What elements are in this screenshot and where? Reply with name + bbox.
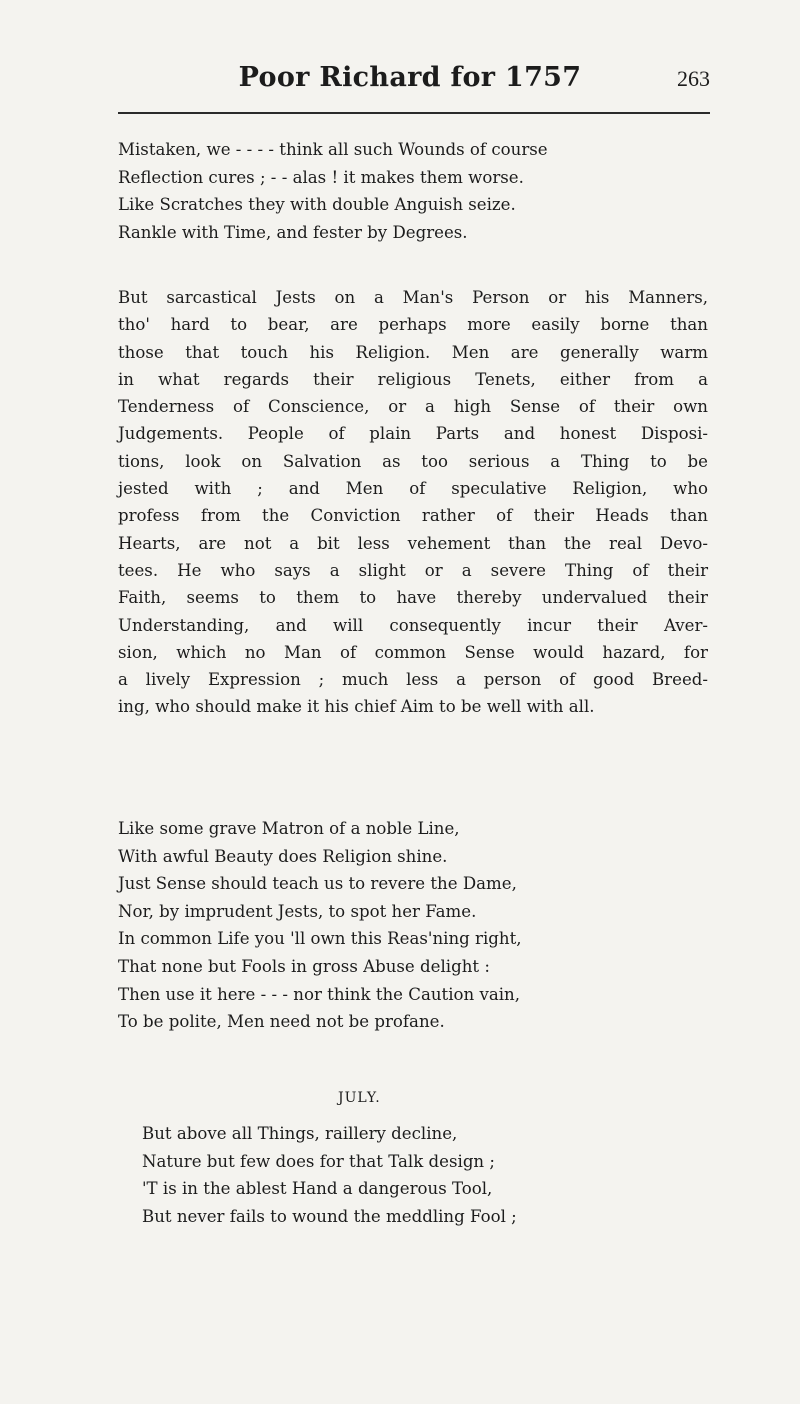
prose-line: Judgements. People of plain Parts and honest Disposi-	[118, 424, 708, 444]
prose-line: Tenderness of Conscience, or a high Sense of their own	[118, 397, 708, 417]
verse-line: Then use it here - - - nor think the Caution vain,	[118, 984, 521, 1004]
verse-line: In common Life you 'll own this Reas'ning right,	[118, 929, 522, 949]
verse-line: But above all Things, raillery decline,	[142, 1124, 458, 1143]
prose-paragraph	[118, 284, 708, 721]
verse-stanza-3	[142, 1120, 732, 1230]
verse-line: But never fails to wound the meddling Fool ;	[142, 1206, 517, 1226]
verse-line: Reflection cures ; - - alas ! it makes them worse.	[118, 167, 524, 187]
verse-line: That none but Fools in gross Abuse delight :	[118, 956, 490, 976]
page-number: 263	[677, 66, 710, 91]
verse-stanza-2	[118, 815, 708, 1036]
prose-line: Understanding, and will consequently incur their Aver-	[118, 615, 708, 635]
prose-line: tho' hard to bear, are perhaps more easily borne than	[118, 315, 708, 335]
verse-stanza-1	[118, 136, 708, 246]
prose-line: in what regards their religious Tenets, either from a	[118, 369, 708, 389]
verse-line: 'T is in the ablest Hand a dangerous Tool,	[142, 1179, 493, 1199]
prose-line: ing, who should make it his chief Aim to be well with all.	[118, 697, 595, 717]
header-rule	[118, 112, 710, 114]
prose-line: But sarcastical Jests on a Man's Person or his Manners,	[118, 288, 708, 307]
prose-line: tees. He who says a slight or a severe Thing of their	[118, 560, 708, 580]
verse-line: With awful Beauty does Religion shine.	[118, 846, 448, 866]
prose-line: Hearts, are not a bit less vehement than the real Devo-	[118, 533, 708, 553]
prose-line: jested with ; and Men of speculative Religion, who	[118, 479, 708, 499]
verse-line: Just Sense should teach us to revere the Dame,	[118, 874, 517, 894]
prose-line: profess from the Conviction rather of their Heads than	[118, 506, 708, 526]
prose-line: Faith, seems to them to have thereby undervalued their	[118, 588, 708, 608]
running-title: Poor Richard for 1757	[238, 62, 582, 93]
page-header	[118, 62, 710, 102]
verse-line: Like some grave Matron of a noble Line,	[118, 819, 460, 838]
verse-line: Rankle with Time, and fester by Degrees.	[118, 222, 468, 242]
verse-line: Nor, by imprudent Jests, to spot her Fame.	[118, 901, 477, 921]
prose-line: those that touch his Religion. Men are generally warm	[118, 342, 708, 362]
prose-line: sion, which no Man of common Sense would hazard, for	[118, 642, 708, 662]
verse-line: To be polite, Men need not be profane.	[118, 1012, 445, 1032]
verse-line: Nature but few does for that Talk design ;	[142, 1151, 495, 1171]
verse-line: Mistaken, we - - - - think all such Wounds of course	[118, 140, 548, 159]
prose-line: tions, look on Salvation as too serious a Thing to be	[118, 451, 708, 471]
verse-line: Like Scratches they with double Anguish seize.	[118, 195, 516, 215]
prose-line: a lively Expression ; much less a person of good Breed-	[118, 670, 708, 690]
section-heading: JULY.	[338, 1090, 381, 1106]
